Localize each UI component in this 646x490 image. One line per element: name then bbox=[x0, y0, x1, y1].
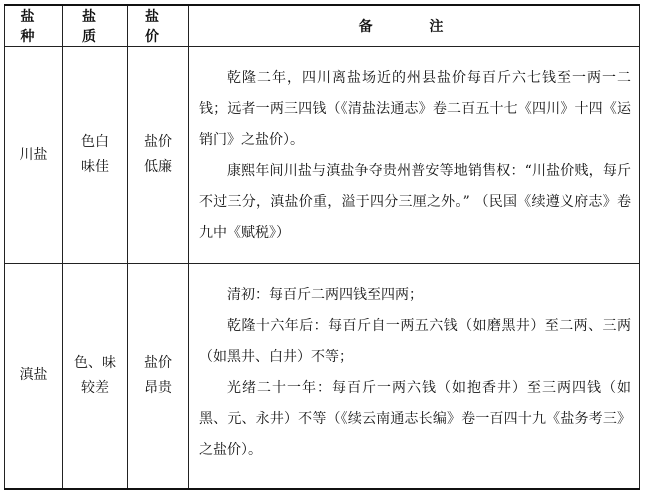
salt-quality-cell bbox=[63, 47, 128, 264]
remark-paragraph: 乾隆十六年后：每百斤自一两五六钱（如磨黑井）至二两、三两（如黑井、白井）不等； bbox=[199, 318, 631, 365]
table-row bbox=[5, 47, 640, 264]
salt-type-cell bbox=[5, 264, 63, 489]
header-remarks-label: 备 注 bbox=[358, 19, 470, 35]
salt-quality-cell bbox=[63, 264, 128, 489]
salt-type-cell bbox=[5, 47, 63, 264]
header-row bbox=[5, 5, 640, 47]
salt-price-cell bbox=[128, 264, 189, 489]
header-salt-price bbox=[128, 5, 189, 47]
header-salt-quality-label: 盐 质 bbox=[82, 9, 108, 45]
remark-paragraph: 康熙年间川盐与滇盐争夺贵州普安等地销售权：“川盐价贱，每斤不过三分，滇盐价重，溢于四分三厘之外。” （民国《续遵义府志》卷九中《赋税》） bbox=[199, 163, 631, 241]
salt-price-line: 低廉 bbox=[144, 159, 172, 175]
salt-price-line: 昂贵 bbox=[144, 379, 172, 396]
salt-quality-line: 较差 bbox=[81, 379, 109, 396]
header-salt-quality bbox=[63, 5, 128, 47]
salt-price-cell bbox=[128, 47, 189, 264]
salt-type-text: 川盐 bbox=[19, 146, 48, 163]
header-salt-type-label: 盐 种 bbox=[20, 9, 47, 45]
salt-type-text: 滇盐 bbox=[19, 367, 48, 384]
remarks-cell bbox=[189, 264, 640, 489]
salt-comparison-table bbox=[4, 4, 640, 490]
salt-price-line: 盐价 bbox=[144, 354, 172, 371]
remarks-cell bbox=[189, 47, 640, 264]
salt-price-line: 盐价 bbox=[144, 134, 172, 150]
salt-quality-line: 色、味 bbox=[74, 354, 116, 371]
table-row bbox=[5, 264, 640, 489]
header-remarks bbox=[189, 5, 640, 47]
salt-quality-line: 色白 bbox=[81, 134, 109, 150]
page bbox=[4, 4, 640, 480]
header-salt-price-label: 盐 价 bbox=[145, 9, 171, 45]
remark-paragraph: 乾隆二年，四川离盐场近的州县盐价每百斤六七钱至一两一二钱；远者一两三四钱（《清盐法通志》卷二百五十七《四川》十四《运销门》之盐价）。 bbox=[199, 70, 631, 148]
remark-paragraph: 光绪二十一年：每百斤一两六钱（如抱香井）至三两四钱（如黑、元、永井）不等（《续云南通志长编》卷一百四十九《盐务考三》之盐价）。 bbox=[199, 380, 631, 458]
salt-quality-line: 味佳 bbox=[81, 159, 109, 175]
header-salt-type bbox=[5, 5, 63, 47]
remark-paragraph: 清初：每百斤二两四钱至四两； bbox=[227, 287, 423, 303]
